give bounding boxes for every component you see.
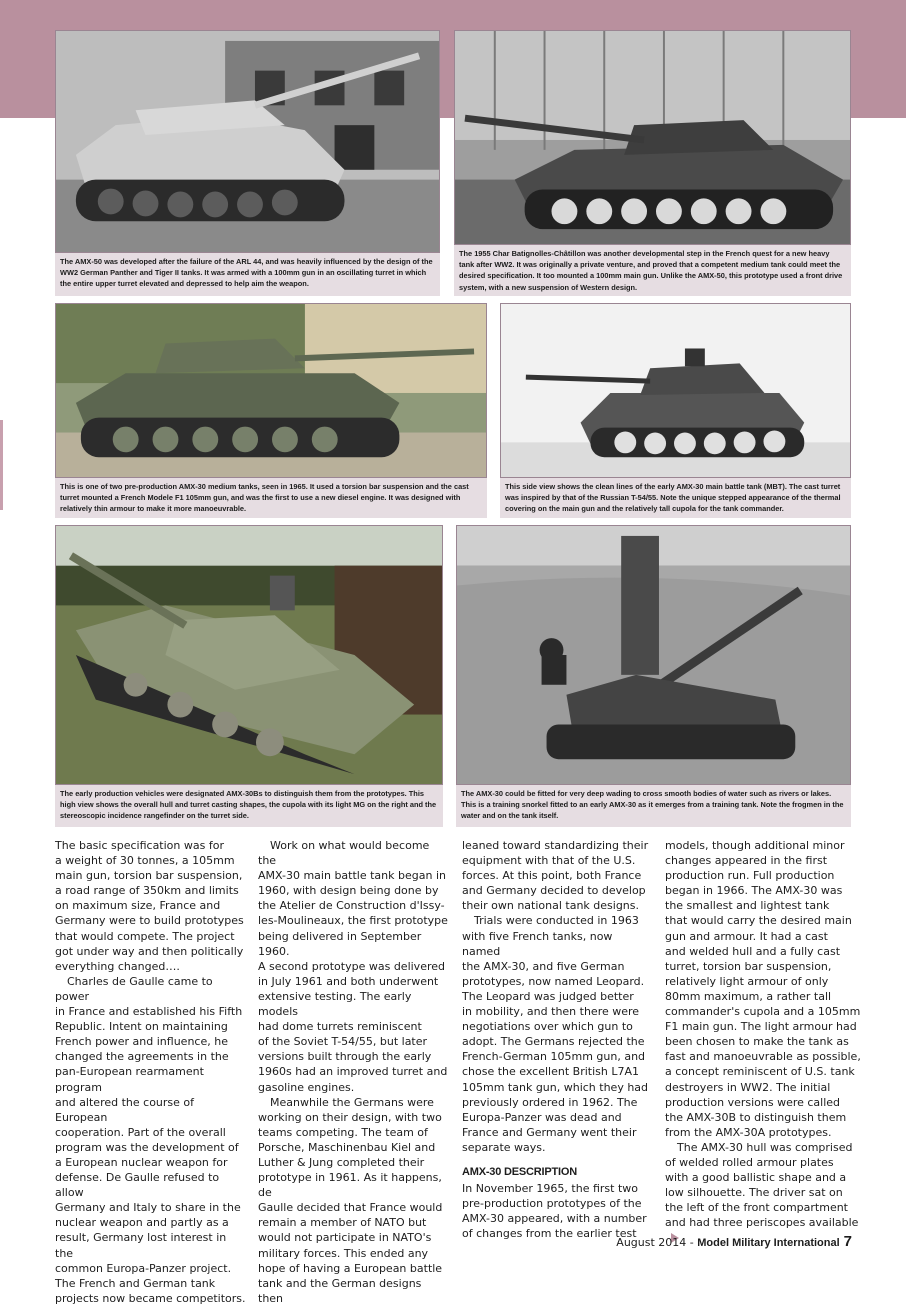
magazine-title: Model Military International — [697, 1237, 840, 1249]
photo-preproduction-amx30 — [55, 303, 487, 478]
text-column-1 — [55, 838, 246, 1306]
paragraph: models, though additional minor changes appeared in the first production run. Full production began in 1966. The AMX-30 was the smallest and lightest tank that would carry the desired main gun and armour. It had a cast and welded hull and a fully cast turret, torsion bar suspension, relatively light armour of only 80mm maximum, a rather tall commander's cupola and a 105mm F1 main gun. The light armour had been chosen to make the tank as fast and manoeuvrable as possible, a concept reminiscent of U.S. tank destroyers in WW2. The initial production versions were called the AMX-30B to distinguish them from the AMX-30A prototypes. — [665, 839, 861, 1139]
sideview-photo-image — [501, 304, 850, 477]
photo-amx50 — [55, 30, 440, 253]
amx50-photo-image — [56, 31, 439, 252]
caption-preproduction-amx30: This is one of two pre-production AMX-30 medium tanks, seen in 1965. It used a torsion bar suspension and the cast turret mounted a French Modele F1 105mm gun, and was the first to use a new diesel engine. It was designed with relatively thin armour to make it more manoeuvrable. — [55, 478, 487, 518]
photo-amx30b — [55, 525, 443, 785]
text-column-2 — [258, 838, 449, 1306]
page-footer — [616, 1233, 852, 1250]
text-column-3 — [462, 838, 653, 1241]
page-number: 7 — [843, 1233, 852, 1250]
paragraph: leaned toward standardizing their equipment with that of the U.S. forces. At this point, both France and Germany decided to develop their own national tank designs. — [462, 839, 649, 913]
margin-mark — [0, 420, 3, 510]
issue-date: August 2014 - — [616, 1236, 698, 1249]
paragraph: Trials were conducted in 1963 with five French tanks, now named the AMX-30, and five German prototypes, now named Leopard. The Leopard was judged better in mobility, and then there were negotiations over which gun to adopt. The Germans rejected the French-German 105mm gun, and chose the excellent British L7A1 105mm tank gun, which they had previously ordered in 1962. The Europa-Panzer was dead and France and Germany went their separate ways. — [462, 914, 649, 1154]
paragraph-text: The AMX-30 hull was comprised of welded rolled armour plates with a good ballistic shape and a low silhouette. The driver sat on the left of the front compartment and had three periscopes available — [665, 1140, 859, 1230]
caption-amx50: The AMX-50 was developed after the failure of the ARL 44, and was heavily influenced by the design of the WW2 German Panther and Tiger II tanks. It was armed with a 100mm gun in an oscillating turret in which the entire upper turret elevated and depressed to help aim the weapon. — [55, 253, 440, 296]
paragraph: In November 1965, the first two pre-production prototypes of the AMX-30 appeared, with a number of changes from the earlier test — [462, 1182, 647, 1241]
paragraph: The basic specification was for a weight of 30 tonnes, a 105mm main gun, torsion bar suspension, a road range of 350km and limits on maximum size, France and Germany were to build prototypes that would compete. The project got under way and then politically everything changed…. — [55, 839, 244, 973]
caption-snorkel-amx30: The AMX-30 could be fitted for very deep wading to cross smooth bodies of water such as rivers or lakes. This is a training snorkel fitted to an early AMX-30 as it emerges from a training tank. Note the frogmen in the water and on the tank itself. — [456, 785, 851, 827]
caption-batignolles-chatillon: The 1955 Char Batignolles-Châtillon was another developmental step in the French quest for a new heavy tank after WW2. It was originally a private venture, and proved that a competent medium tank could meet the desired specification. It too mounted a 100mm main gun. Unlike the AMX-50, this prototype used a front drive system, with a new suspension of Western design. — [454, 245, 851, 296]
photo-snorkel-amx30 — [456, 525, 851, 785]
photo-side-view-amx30 — [500, 303, 851, 478]
paragraph: Work on what would become the AMX-30 main battle tank began in 1960, with design being done by the Atelier de Construction d'Issy- les-Moulineaux, the first prototype being delivered in September 1960. A second prototype was delivered in July 1961 and both underwent extensive testing. The early models had dome turrets reminiscent of the Soviet T-54/55, but later versions built through the early 1960s had an improved turret and gasoline engines. — [258, 839, 448, 1094]
caption-amx30b: The early production vehicles were designated AMX-30Bs to distinguish them from the prototypes. This high view shows the overall hull and turret casting shapes, the cupola with its light MG on the right and the stereoscopic incidence rangefinder on the turret side. — [55, 785, 443, 827]
snorkel-photo-image — [457, 526, 850, 784]
section-heading: AMX-30 DESCRIPTION — [462, 1165, 577, 1178]
photo-batignolles-chatillon — [454, 30, 851, 245]
preproduction-photo-image — [56, 304, 486, 477]
text-column-4 — [665, 838, 865, 1246]
batignolles-photo-image — [455, 31, 850, 244]
paragraph — [665, 1140, 865, 1246]
amx30b-photo-image — [56, 526, 442, 784]
paragraph: Charles de Gaulle came to power in France and established his Fifth Republic. Intent on maintaining French power and influence, he changed the agreements in the pan-European rearmament program and altered the course of European cooperation. Part of the overall program was the development of a European nuclear weapon for defense. De Gaulle refused to allow Germany and Italy to share in the nuclear weapon and partly as a result, Germany lost interest in the common Europa-Panzer project. The French and German tank projects now became competitors. — [55, 974, 246, 1305]
paragraph: Meanwhile the Germans were working on their design, with two teams competing. The team of Porsche, Maschinenbau Kiel and Luther & Jung completed their prototype in 1961. As it happens, de Gaulle decided that France would remain a member of NATO but would not participate in NATO's military forces. This ended any hope of having a European battle tank and the German designs then — [258, 1095, 443, 1305]
caption-side-view-amx30: This side view shows the clean lines of the early AMX-30 main battle tank (MBT). The cast turret was inspired by that of the Russian T-54/55. Note the unique stepped appearance of the thermal covering on the main gun and the relatively tall cupola for the tank commander. — [500, 478, 851, 518]
